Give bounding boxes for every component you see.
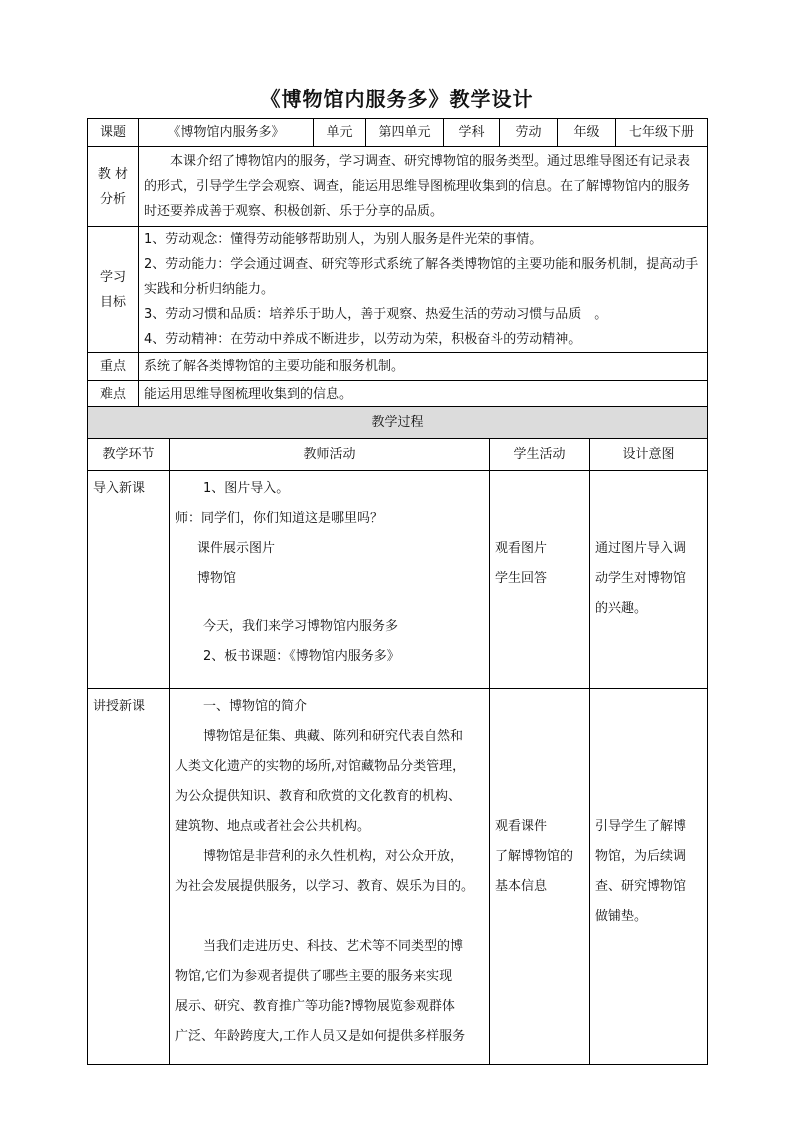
header-teacher: 教师活动 [170,439,490,471]
spacer [175,594,484,612]
difficulty-label: 难点 [88,381,139,409]
goals-label-line1: 学习 [99,269,126,285]
goals-label-line2: 目标 [99,294,126,310]
intent-line: 做铺垫。 [595,909,648,924]
grade-value: 七年级下册 [616,119,708,147]
student-line: 基本信息 [495,879,548,894]
header-intent: 设计意图 [590,439,708,471]
lecture-stage [88,689,170,1065]
key-point-label: 重点 [88,353,139,381]
unit-value: 第四单元 [366,119,444,147]
teacher-line: 人类文化遗产的实物的场所,对馆藏物品分类管理， [175,759,466,774]
goals-label [88,227,139,353]
teacher-line: 展示、研究、教育推广等功能?博物展览参观群体 [175,999,455,1014]
analysis-text: 本课介绍了博物馆内的服务，学习调查、研究博物馆的服务类型。通过思维导图还有记录表的形式，引导学生学会观察、调查，能运用思维导图梳理收集到的信息。在了解博物馆内的服务时还要养成善于观察、积极创新、乐于分享的品质。 [139,147,708,227]
process-title-row [88,407,708,439]
intro-teacher [170,471,490,689]
intro-row [88,471,708,689]
intro-intent [590,471,708,689]
grade-label: 年级 [558,119,616,147]
process-header-row [88,439,708,471]
teacher-line: 当我们走进历史、科技、艺术等不同类型的博 [203,939,464,954]
intro-stage-label: 导入新课 [93,481,146,496]
intro-student [490,471,590,689]
subject-value: 劳动 [500,119,558,147]
goals-list [139,227,708,353]
student-line: 学生回答 [495,571,548,586]
topic-label: 课题 [88,119,139,147]
lecture-stage-label: 讲授新课 [93,699,146,714]
key-point-row [88,353,708,381]
lecture-teacher [170,689,490,1065]
header-student: 学生活动 [490,439,590,471]
lecture-student [490,689,590,1065]
process-title: 教学过程 [88,407,708,439]
spacer [175,902,484,932]
analysis-label [88,147,139,227]
info-table [87,118,708,409]
goals-row [88,227,708,353]
teacher-line: 1、图片导入。 [203,481,290,496]
lecture-row [88,689,708,1065]
teacher-line: 课件展示图片 [197,541,276,556]
difficulty-row [88,381,708,409]
student-line: 了解博物馆的 [495,849,574,864]
lecture-intent [590,689,708,1065]
intent-line: 的兴趣。 [595,601,648,616]
process-table [87,406,708,1065]
intent-line: 通过图片导入调 [595,541,687,556]
teacher-line: 博物馆是征集、典藏、陈列和研究代表自然和 [203,729,464,744]
analysis-label-line1: 教 材 [97,166,129,182]
teacher-line: 师：同学们，你们知道这是哪里吗？ [175,511,384,526]
info-row [88,119,708,147]
difficulty-text: 能运用思维导图梳理收集到的信息。 [139,381,708,409]
intent-line: 查、研究博物馆 [595,879,687,894]
intro-stage [88,471,170,689]
teacher-line: 建筑物、地点或者社会公共机构。 [175,819,371,834]
subject-label: 学科 [444,119,500,147]
teacher-line: 2、板书课题：《博物馆内服务多》 [203,649,400,664]
header-stage: 教学环节 [88,439,170,471]
intent-line: 物馆，为后续调 [595,849,687,864]
teacher-line: 为社会发展提供服务，以学习、教育、娱乐为目的。 [175,879,475,894]
topic-value: 《博物馆内服务多》 [139,119,314,147]
intent-line: 动学生对博物馆 [595,571,687,586]
analysis-row [88,147,708,227]
teacher-line: 博物馆 [197,571,237,586]
goal-item: 4、劳动精神：在劳动中养成不断进步，以劳动为荣，积极奋斗的劳动精神。 [144,332,582,347]
intent-line: 引导学生了解博 [595,819,687,834]
unit-label: 单元 [314,119,366,147]
teacher-line: 为公众提供知识、教育和欣赏的文化教育的机构、 [175,789,462,804]
teacher-line: 物馆,它们为参观者提供了哪些主要的服务来实现 [175,969,453,984]
analysis-label-line2: 分析 [99,191,126,207]
teacher-line: 广泛、年龄跨度大,工作人员又是如何提供多样服务 [175,1029,466,1044]
student-line: 观看课件 [495,819,548,834]
teacher-line: 一、博物馆的简介 [203,699,308,714]
student-line: 观看图片 [495,541,548,556]
key-point-text: 系统了解各类博物馆的主要功能和服务机制。 [139,353,708,381]
teacher-line: 今天，我们来学习博物馆内服务多 [203,619,399,634]
goal-item: 1、劳动观念：懂得劳动能够帮助别人，为别人服务是件光荣的事情。 [144,232,543,247]
goal-item: 2、劳动能力：学会通过调查、研究等形式系统了解各类博物馆的主要功能和服务机制，提高动手实践和分析归纳能力。 [144,257,699,297]
teacher-line: 博物馆是非营利的永久性机构，对公众开放， [203,849,464,864]
goal-item: 3、劳动习惯和品质：培养乐于助人，善于观察、热爱生活的劳动习惯与品质 。 [144,307,608,322]
document-title: 《博物馆内服务多》教学设计 [260,87,534,111]
